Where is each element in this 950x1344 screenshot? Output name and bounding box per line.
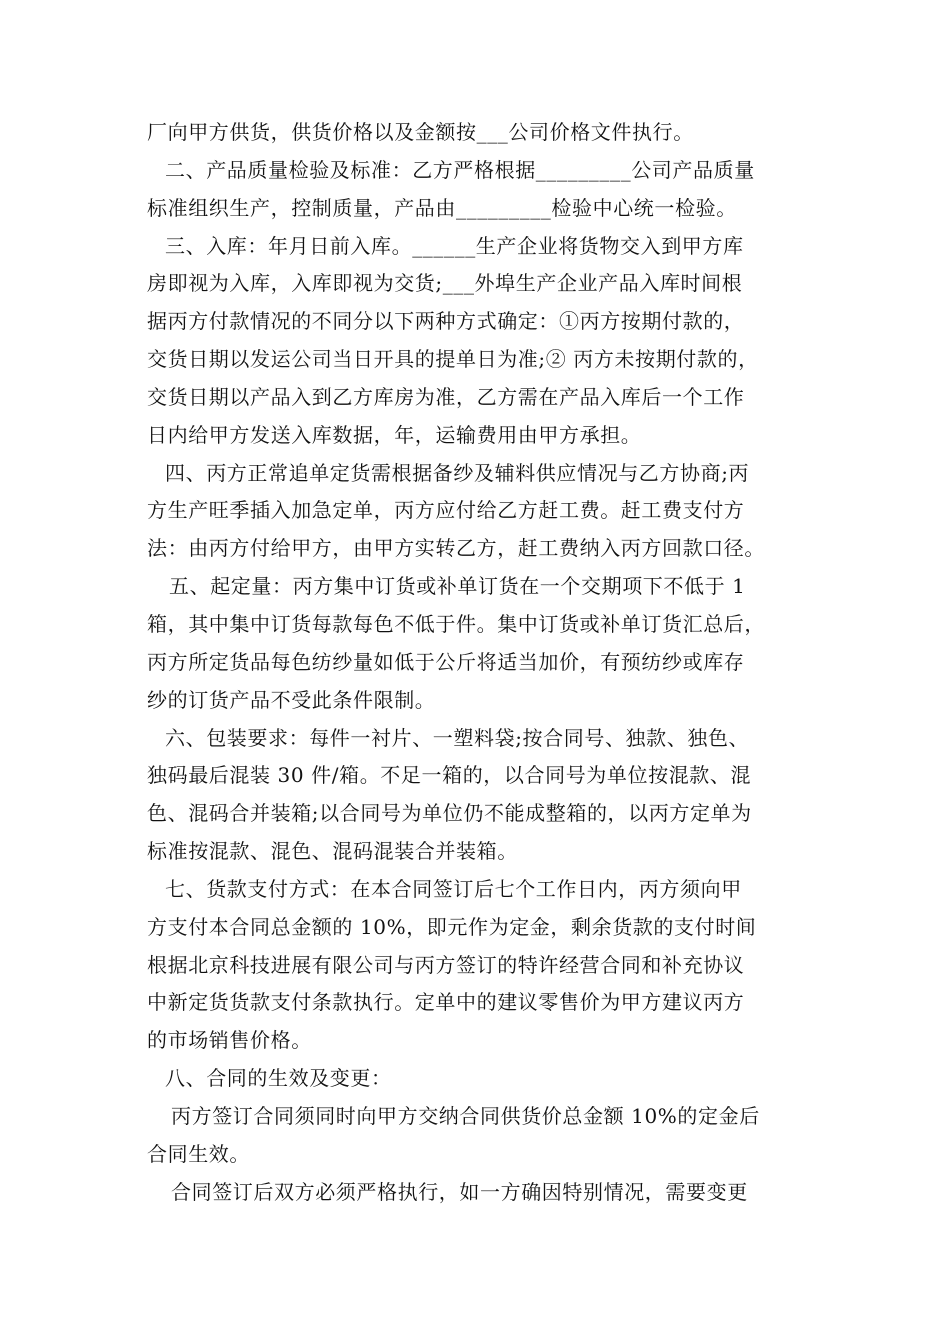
text-line: 据丙方付款情况的不同分以下两种方式确定：①丙方按期付款的，	[147, 309, 745, 334]
text-line: 色、混码合并装箱;以合同号为单位仍不能成整箱的，以丙方定单为	[147, 801, 752, 826]
text-line: 独码最后混装 30 件/箱。不足一箱的，以合同号为单位按混款、混	[147, 763, 752, 788]
contract-body-text	[147, 114, 812, 1211]
text-line: 交货日期以产品入到乙方库房为准，乙方需在产品入库后一个工作	[147, 384, 745, 409]
text-line: 标准组织生产，控制质量，产品由_________检验中心统一检验。	[147, 195, 737, 220]
text-line: 合同签订后双方必须严格执行，如一方确因特别情况，需要变更	[171, 1179, 748, 1204]
text-line: 根据北京科技进展有限公司与丙方签订的特许经营合同和补充协议	[147, 952, 745, 977]
text-line: 合同生效。	[147, 1141, 250, 1166]
text-line: 方生产旺季插入加急定单，丙方应付给乙方赶工费。赶工费支付方	[147, 498, 745, 523]
text-line: 中新定货货款支付条款执行。定单中的建议零售价为甲方建议丙方	[147, 990, 745, 1015]
section-4-heading-line: 四、丙方正常追单定货需根据备纱及辅料供应情况与乙方协商;丙	[165, 460, 750, 485]
section-6-heading-line: 六、包装要求：每件一衬片、一塑料袋;按合同号、独款、独色、	[165, 725, 750, 750]
section-7-heading-line: 七、货款支付方式：在本合同签订后七个工作日内，丙方须向甲	[165, 876, 742, 901]
text-line: 的市场销售价格。	[147, 1028, 312, 1053]
section-3-heading-line: 三、入库：年月日前入库。______生产企业将货物交入到甲方库	[165, 233, 744, 258]
section-5-heading-line: 五、起定量：丙方集中订货或补单订货在一个交期项下不低于 1	[169, 574, 746, 599]
section-2-heading-line: 二、产品质量检验及标准：乙方严格根据_________公司产品质量	[165, 157, 755, 182]
text-line: 箱，其中集中订货每款每色不低于件。集中订货或补单订货汇总后，	[147, 611, 765, 636]
text-line: 方支付本合同总金额的 10%，即元作为定金，剩余货款的支付时间	[147, 914, 757, 939]
text-line: 丙方签订合同须同时向甲方交纳合同供货价总金额 10%的定金后	[171, 1103, 760, 1128]
text-line: 丙方所定货品每色纺纱量如低于公斤将适当加价，有预纺纱或库存	[147, 649, 745, 674]
text-line: 厂向甲方供货，供货价格以及金额按___公司价格文件执行。	[147, 120, 694, 144]
text-line: 交货日期以发运公司当日开具的提单日为准;② 丙方未按期付款的，	[147, 347, 759, 372]
text-line: 房即视为入库，入库即视为交货;___外埠生产企业产品入库时间根	[147, 271, 743, 296]
text-line: 标准按混款、混色、混码混装合并装箱。	[147, 839, 518, 864]
text-line: 法：由丙方付给甲方，由甲方实转乙方，赶工费纳入丙方回款口径。	[147, 536, 765, 561]
text-line: 日内给甲方发送入库数据，年，运输费用由甲方承担。	[147, 422, 642, 447]
section-8-heading-line: 八、合同的生效及变更：	[165, 1066, 392, 1091]
text-line: 纱的订货产品不受此条件限制。	[147, 687, 436, 712]
